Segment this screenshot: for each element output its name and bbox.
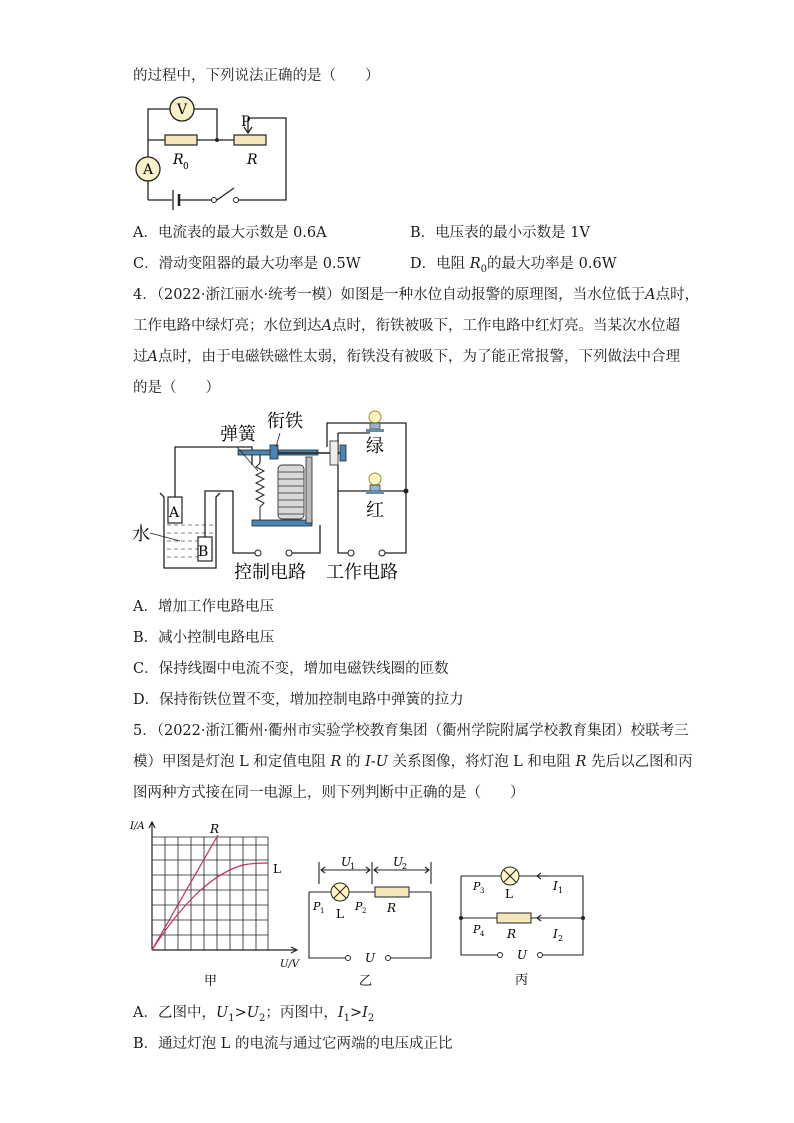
svg-text:衔铁: 衔铁	[267, 411, 303, 432]
svg-text:L: L	[336, 907, 344, 921]
q5-stem-line-1: 5．（2022·浙江衢州·衢州市实验学校教育集团（衢州学院附属学校教育集团）校联考三	[133, 723, 689, 739]
svg-text:红: 红	[366, 500, 384, 521]
svg-text:乙: 乙	[359, 974, 373, 989]
q3-stem-tail: 的过程中，下列说法正确的是（ ）	[133, 68, 380, 84]
svg-text:U: U	[365, 951, 376, 965]
svg-text:L: L	[273, 862, 281, 876]
svg-text:4: 4	[480, 930, 485, 938]
q4-option-c[interactable]: C．保持线圈中电流不变，增加电磁铁线圈的匝数	[133, 661, 449, 677]
svg-text:0: 0	[183, 162, 189, 172]
r0-resistor	[165, 135, 197, 145]
svg-text:I: I	[553, 927, 558, 941]
svg-text:R: R	[247, 152, 258, 168]
svg-text:控制电路: 控制电路	[234, 562, 306, 583]
q3-option-c[interactable]: C．滑动变阻器的最大功率是 0.5W	[133, 256, 361, 272]
svg-text:P: P	[473, 923, 481, 936]
svg-text:3: 3	[480, 887, 485, 895]
svg-text:R: R	[507, 927, 517, 941]
q5-option-b[interactable]: B．通过灯泡 L 的电流与通过它两端的电压成正比	[133, 1036, 453, 1052]
svg-text:B: B	[198, 544, 209, 560]
q5-option-a[interactable]: A．乙图中，$U_1>U_2$；丙图中，$I_1>I_2$	[133, 1005, 375, 1024]
q4-stem-line-3: 过A点时，由于电磁铁磁性太弱，衔铁没有被吸下，为了能正常报警，下列做法中合理	[133, 349, 680, 365]
svg-text:R: R	[387, 901, 397, 915]
svg-text:弹簧: 弹簧	[220, 424, 256, 445]
svg-text:A: A	[142, 162, 154, 178]
q3-option-a[interactable]: A．电流表的最大示数是 0.6A	[133, 225, 327, 241]
q5-circuit-yi	[305, 850, 440, 990]
svg-text:工作电路: 工作电路	[326, 562, 398, 583]
svg-text:U: U	[341, 855, 352, 869]
r-rheostat	[234, 135, 266, 145]
q4-option-b[interactable]: B．减小控制电路电压	[133, 630, 275, 646]
r-line	[152, 835, 218, 950]
svg-text:1: 1	[350, 862, 356, 871]
q4-water-alarm-diagram	[130, 405, 420, 585]
q4-option-d[interactable]: D．保持衔铁位置不变，增加控制电路中弹簧的拉力	[133, 692, 464, 708]
svg-text:水: 水	[132, 524, 150, 545]
svg-text:1: 1	[558, 886, 564, 895]
svg-text:P: P	[313, 900, 321, 913]
q3-circuit-diagram	[130, 92, 300, 217]
svg-text:绿: 绿	[366, 436, 384, 457]
q3-option-d[interactable]: D．电阻 $R_0$的最大功率是 0.6W	[410, 256, 617, 275]
svg-text:U/V: U/V	[280, 959, 300, 970]
svg-text:A: A	[169, 505, 180, 521]
q5-stem-line-2: 模）甲图是灯泡 L 和定值电阻 R 的 I-U 关系图像，将灯泡 L 和电阻 R 先后以乙图和丙	[133, 754, 693, 770]
svg-text:R: R	[210, 822, 220, 836]
q4-stem-line-2: 工作电路中绿灯亮；水位到达A点时，衔铁被吸下，工作电路中红灯亮。当某次水位超	[133, 318, 680, 334]
green-lamp-icon	[366, 411, 384, 432]
svg-text:U: U	[393, 855, 404, 869]
lamp-l-icon	[331, 883, 349, 901]
voltmeter-icon	[170, 97, 194, 121]
lamp-l-icon	[501, 867, 519, 885]
svg-text:V: V	[176, 102, 188, 118]
svg-text:R: R	[173, 152, 184, 168]
ammeter-icon	[136, 157, 160, 181]
q5-stem-line-3: 图两种方式接在同一电源上，则下列判断中正确的是（ ）	[133, 785, 525, 801]
svg-text:2: 2	[558, 934, 564, 943]
q4-stem-line-1: 4．（2022·浙江丽水·统考一模）如图是一种水位自动报警的原理图，当水位低于A点时，	[133, 287, 700, 303]
svg-text:1: 1	[320, 907, 325, 915]
svg-text:U: U	[517, 948, 528, 962]
q5-circuit-bing	[457, 860, 592, 990]
q3-option-b[interactable]: B．电压表的最小示数是 1V	[410, 225, 590, 241]
q4-stem-line-4: 的是（ ）	[133, 380, 220, 396]
svg-text:2: 2	[402, 862, 408, 871]
svg-text:甲: 甲	[204, 974, 218, 989]
svg-text:P: P	[241, 114, 251, 130]
svg-text:L: L	[505, 887, 513, 901]
svg-text:2: 2	[362, 907, 367, 915]
q5-graph-jia	[128, 815, 298, 995]
svg-text:丙: 丙	[515, 973, 529, 988]
q4-option-a[interactable]: A．增加工作电路电压	[133, 599, 274, 615]
svg-text:I/A: I/A	[130, 821, 145, 832]
l-curve	[152, 863, 268, 950]
svg-text:P: P	[473, 880, 481, 893]
svg-text:I: I	[553, 879, 558, 893]
svg-text:P: P	[355, 900, 363, 913]
